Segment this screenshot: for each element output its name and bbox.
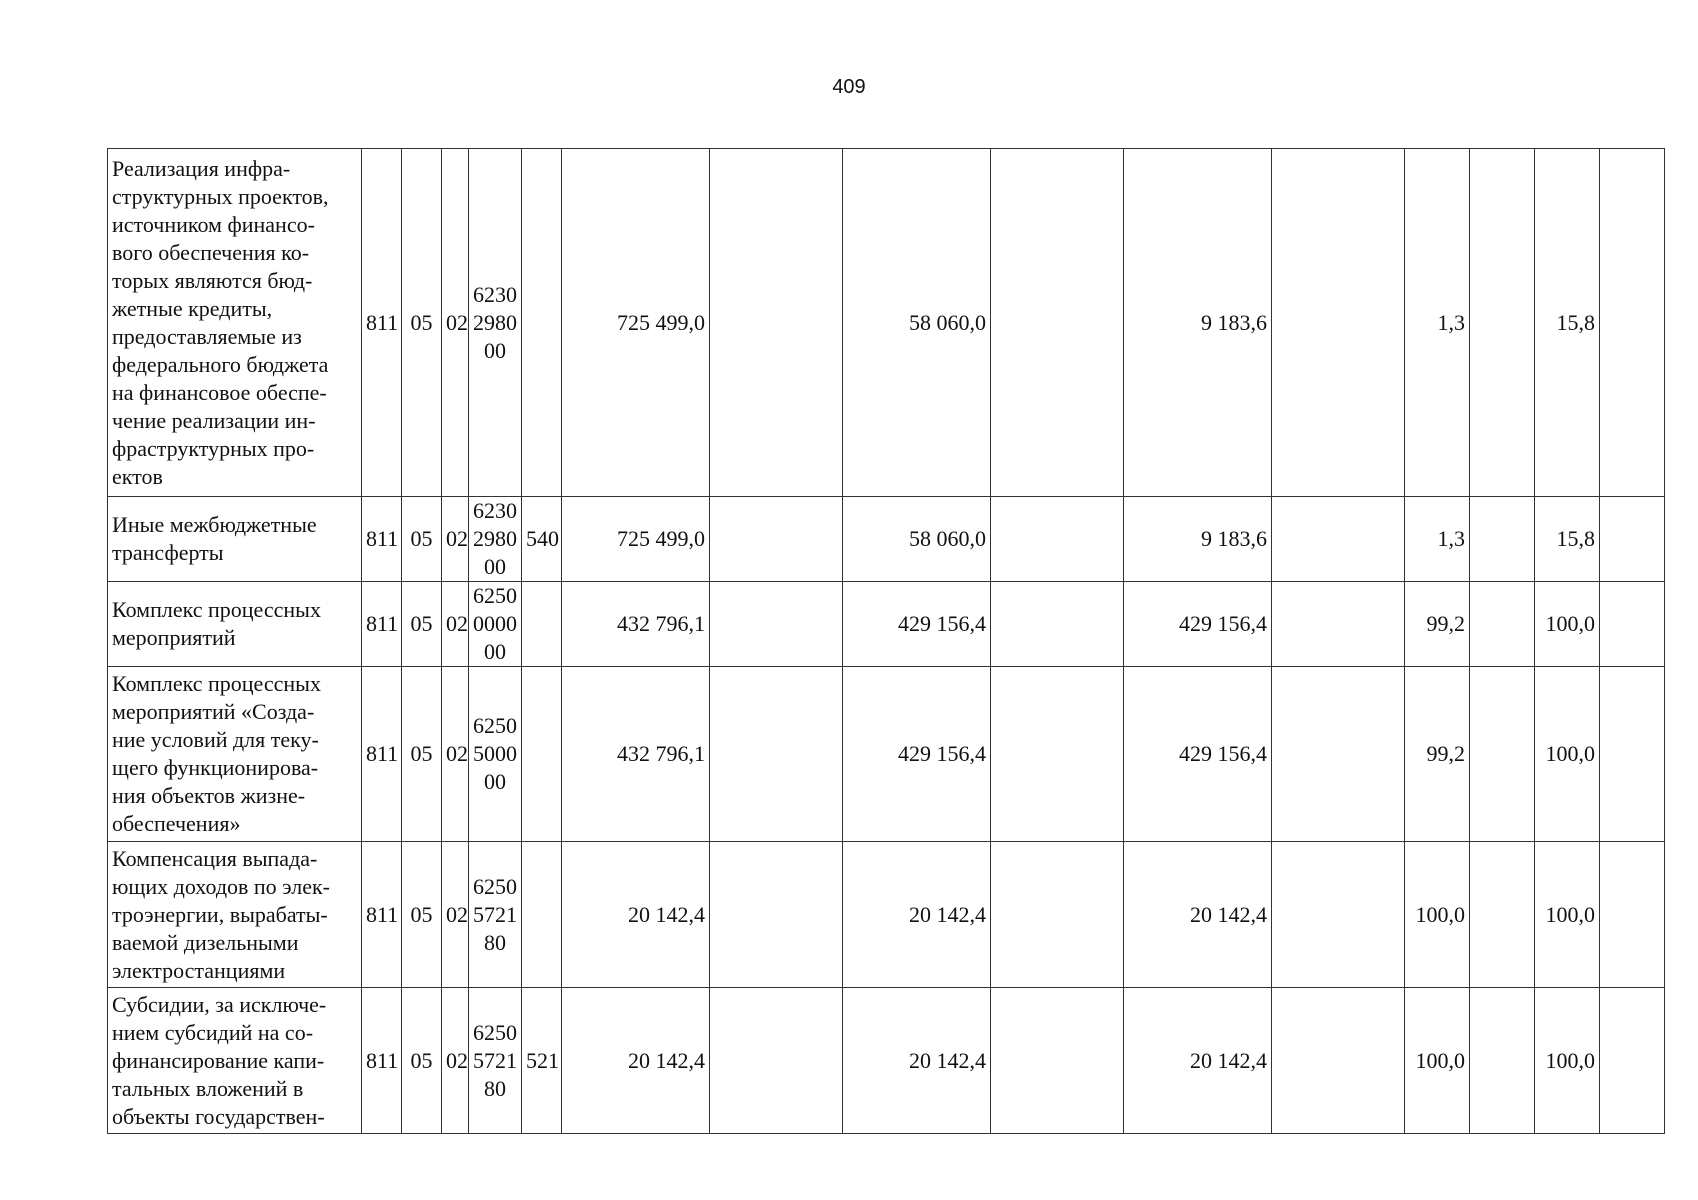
row-name-line: на финансовое обеспе- <box>112 379 327 405</box>
row-name-line: источником финансо- <box>112 211 315 237</box>
value-3-cell: 429 156,4 <box>1124 582 1272 667</box>
empty-cell <box>1272 988 1405 1134</box>
row-name-line: обеспечения» <box>112 811 241 836</box>
empty-cell <box>1470 582 1535 667</box>
target-article-line: 6230 <box>473 498 517 523</box>
empty-cell <box>991 497 1124 582</box>
percent-1-cell: 100,0 <box>1405 842 1470 988</box>
empty-cell <box>991 149 1124 497</box>
target-article-line: 00 <box>484 337 506 363</box>
row-name-line: мероприятий «Созда- <box>112 699 315 724</box>
section-code-cell: 05 <box>402 149 442 497</box>
empty-cell <box>1272 667 1405 842</box>
percent-1-cell: 99,2 <box>1405 667 1470 842</box>
row-name-line: федерального бюджета <box>112 351 329 377</box>
value-3-cell: 9 183,6 <box>1124 149 1272 497</box>
row-name-cell <box>108 582 362 667</box>
expense-type-cell <box>522 149 562 497</box>
value-3-cell: 20 142,4 <box>1124 988 1272 1134</box>
row-name-line: финансирование капи- <box>112 1047 325 1073</box>
ministry-code-cell: 811 <box>362 582 402 667</box>
target-article-line: 6250 <box>473 1019 517 1045</box>
value-1-cell: 725 499,0 <box>562 497 710 582</box>
row-name-cell <box>108 149 362 497</box>
value-1-cell: 432 796,1 <box>562 582 710 667</box>
percent-2-cell: 100,0 <box>1535 988 1600 1134</box>
value-2-cell: 20 142,4 <box>843 842 991 988</box>
subsection-code-cell: 02 <box>442 842 469 988</box>
empty-cell <box>1600 667 1665 842</box>
empty-cell <box>710 497 843 582</box>
value-1-cell: 432 796,1 <box>562 667 710 842</box>
empty-cell <box>710 149 843 497</box>
row-name-line: ющих доходов по элек- <box>112 873 330 899</box>
empty-cell <box>1272 842 1405 988</box>
row-name-line: ние условий для теку- <box>112 727 319 752</box>
percent-1-cell: 1,3 <box>1405 149 1470 497</box>
row-name-line: торых являются бюд- <box>112 267 313 293</box>
empty-cell <box>710 842 843 988</box>
row-name-cell <box>108 667 362 842</box>
target-article-cell <box>469 149 522 497</box>
row-name-line: ния объектов жизне- <box>112 783 306 808</box>
empty-cell <box>1600 149 1665 497</box>
value-2-cell: 429 156,4 <box>843 582 991 667</box>
value-2-cell: 20 142,4 <box>843 988 991 1134</box>
empty-cell <box>991 667 1124 842</box>
row-name-line: Комплекс процессных <box>112 671 321 696</box>
empty-cell <box>1470 149 1535 497</box>
target-article-line: 6250 <box>473 873 517 899</box>
target-article-line: 00 <box>484 769 506 794</box>
table-row <box>108 582 1665 667</box>
value-2-cell: 58 060,0 <box>843 497 991 582</box>
percent-1-cell: 100,0 <box>1405 988 1470 1134</box>
row-name-line: объекты государствен- <box>112 1103 325 1129</box>
section-code-cell: 05 <box>402 842 442 988</box>
target-article-line: 6230 <box>473 281 517 307</box>
value-3-cell: 429 156,4 <box>1124 667 1272 842</box>
target-article-line: 2980 <box>473 526 517 551</box>
empty-cell <box>1600 582 1665 667</box>
section-code-cell: 05 <box>402 582 442 667</box>
table-body <box>108 149 1665 1134</box>
table-row <box>108 667 1665 842</box>
row-name-line: мероприятий <box>112 625 236 650</box>
value-1-cell: 20 142,4 <box>562 842 710 988</box>
table-row <box>108 149 1665 497</box>
target-article-line: 80 <box>484 1075 506 1101</box>
empty-cell <box>1470 988 1535 1134</box>
empty-cell <box>1272 582 1405 667</box>
value-2-cell: 58 060,0 <box>843 149 991 497</box>
target-article-cell <box>469 842 522 988</box>
percent-2-cell: 15,8 <box>1535 497 1600 582</box>
target-article-line: 2980 <box>473 309 517 335</box>
ministry-code-cell: 811 <box>362 842 402 988</box>
empty-cell <box>1600 988 1665 1134</box>
section-code-cell: 05 <box>402 988 442 1134</box>
row-name-line: жетные кредиты, <box>112 295 273 321</box>
row-name-line: чение реализации ин- <box>112 407 316 433</box>
row-name-line: электростанциями <box>112 957 286 983</box>
empty-cell <box>1600 842 1665 988</box>
percent-1-cell: 99,2 <box>1405 582 1470 667</box>
expense-type-cell: 521 <box>522 988 562 1134</box>
target-article-cell <box>469 667 522 842</box>
percent-2-cell: 100,0 <box>1535 842 1600 988</box>
row-name-line: Компенсация выпада- <box>112 845 318 871</box>
row-name-line: трансферты <box>112 540 224 565</box>
page-number: 409 <box>832 76 866 98</box>
section-code-cell: 05 <box>402 497 442 582</box>
row-name-line: Комплекс процессных <box>112 597 321 622</box>
subsection-code-cell: 02 <box>442 582 469 667</box>
value-3-cell: 9 183,6 <box>1124 497 1272 582</box>
empty-cell <box>1600 497 1665 582</box>
target-article-cell <box>469 988 522 1134</box>
row-name-line: нием субсидий на со- <box>112 1019 314 1045</box>
expense-type-cell <box>522 667 562 842</box>
row-name-line: ваемой дизельными <box>112 929 299 955</box>
row-name-line: фраструктурных про- <box>112 435 315 461</box>
empty-cell <box>991 988 1124 1134</box>
target-article-cell <box>469 582 522 667</box>
target-article-line: 6250 <box>473 713 517 738</box>
ministry-code-cell: 811 <box>362 988 402 1134</box>
empty-cell <box>710 988 843 1134</box>
empty-cell <box>710 667 843 842</box>
table-row <box>108 988 1665 1134</box>
empty-cell <box>991 842 1124 988</box>
target-article-line: 80 <box>484 929 506 955</box>
table-row <box>108 842 1665 988</box>
row-name-line: щего функционирова- <box>112 755 319 780</box>
row-name-line: троэнергии, вырабаты- <box>112 901 328 927</box>
budget-table <box>107 148 1665 1134</box>
subsection-code-cell: 02 <box>442 497 469 582</box>
row-name-line: ектов <box>112 463 163 489</box>
subsection-code-cell: 02 <box>442 149 469 497</box>
ministry-code-cell: 811 <box>362 667 402 842</box>
empty-cell <box>1470 842 1535 988</box>
percent-2-cell: 100,0 <box>1535 582 1600 667</box>
value-1-cell: 20 142,4 <box>562 988 710 1134</box>
percent-2-cell: 15,8 <box>1535 149 1600 497</box>
row-name-line: предоставляемые из <box>112 323 302 349</box>
empty-cell <box>1470 667 1535 842</box>
row-name-line: вого обеспечения ко- <box>112 239 310 265</box>
table-row <box>108 497 1665 582</box>
value-3-cell: 20 142,4 <box>1124 842 1272 988</box>
section-code-cell: 05 <box>402 667 442 842</box>
empty-cell <box>710 582 843 667</box>
target-article-line: 5000 <box>473 741 517 766</box>
empty-cell <box>1272 497 1405 582</box>
value-2-cell: 429 156,4 <box>843 667 991 842</box>
row-name-cell <box>108 988 362 1134</box>
empty-cell <box>1470 497 1535 582</box>
expense-type-cell <box>522 582 562 667</box>
row-name-line: тальных вложений в <box>112 1075 304 1101</box>
subsection-code-cell: 02 <box>442 667 469 842</box>
row-name-cell <box>108 842 362 988</box>
ministry-code-cell: 811 <box>362 149 402 497</box>
expense-type-cell: 540 <box>522 497 562 582</box>
row-name-line: структурных проектов, <box>112 183 329 209</box>
target-article-line: 00 <box>484 554 506 579</box>
row-name-line: Иные межбюджетные <box>112 512 317 537</box>
value-1-cell: 725 499,0 <box>562 149 710 497</box>
target-article-line: 00 <box>484 639 506 664</box>
percent-1-cell: 1,3 <box>1405 497 1470 582</box>
empty-cell <box>991 582 1124 667</box>
subsection-code-cell: 02 <box>442 988 469 1134</box>
target-article-line: 5721 <box>473 1047 517 1073</box>
target-article-cell <box>469 497 522 582</box>
ministry-code-cell: 811 <box>362 497 402 582</box>
row-name-cell <box>108 497 362 582</box>
expense-type-cell <box>522 842 562 988</box>
target-article-line: 0000 <box>473 611 517 636</box>
row-name-line: Реализация инфра- <box>112 155 291 181</box>
percent-2-cell: 100,0 <box>1535 667 1600 842</box>
target-article-line: 6250 <box>473 583 517 608</box>
empty-cell <box>1272 149 1405 497</box>
row-name-line: Субсидии, за исключе- <box>112 991 327 1017</box>
target-article-line: 5721 <box>473 901 517 927</box>
